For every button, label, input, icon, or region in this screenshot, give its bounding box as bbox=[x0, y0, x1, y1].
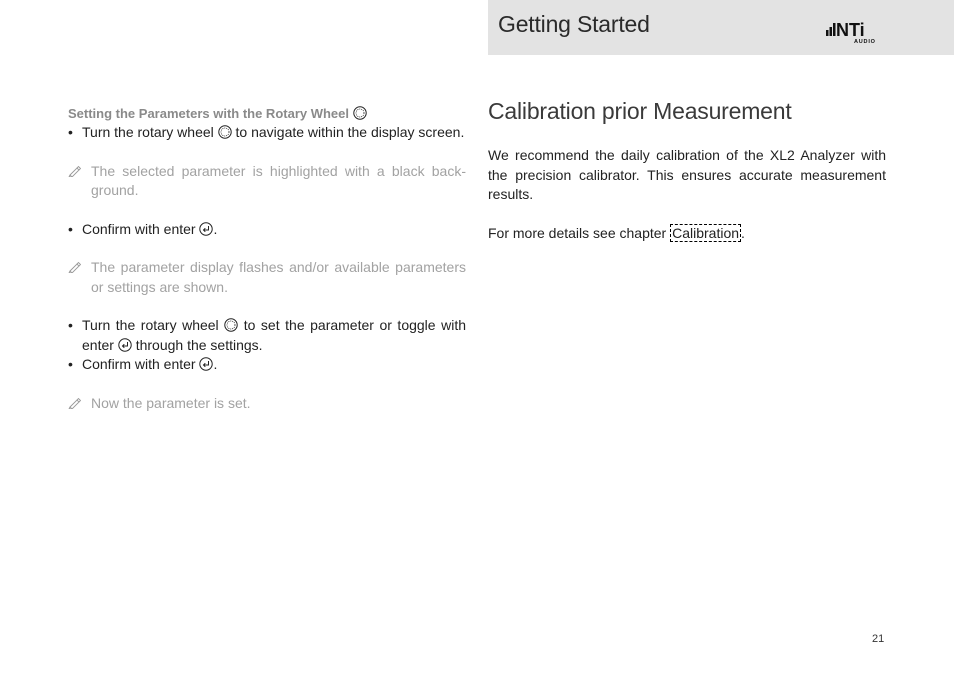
enter-icon bbox=[118, 338, 132, 352]
pencil-note-icon bbox=[68, 164, 81, 177]
list-item: • Confirm with enter . bbox=[68, 355, 466, 375]
enter-icon bbox=[199, 222, 213, 236]
page-number: 21 bbox=[872, 633, 885, 645]
note-item: Now the parameter is set. bbox=[68, 394, 466, 414]
list-item: • Turn the rotary wheel to set the parameter or toggle with enter through the settings. bbox=[68, 316, 466, 355]
section-subheading: Setting the Parameters with the Rotary Wheel bbox=[68, 104, 466, 123]
calibration-paragraph: We recommend the daily calibration of the XL2 Analyzer with the precision calibrator. This ensures accurate measurement results. bbox=[488, 147, 886, 202]
pencil-note-icon bbox=[68, 396, 81, 409]
enter-icon bbox=[199, 357, 213, 371]
details-paragraph: For more details see chapter Calibration . bbox=[488, 224, 745, 241]
right-column bbox=[488, 96, 886, 243]
page-header-title: Getting Started bbox=[498, 11, 650, 37]
rotary-wheel-icon bbox=[218, 125, 232, 139]
rotary-wheel-icon bbox=[353, 106, 367, 120]
nti-audio-logo bbox=[826, 18, 888, 44]
list-item: • Confirm with enter . bbox=[68, 220, 466, 240]
rotary-wheel-icon bbox=[224, 318, 238, 332]
section-title: Calibration prior Measurement bbox=[488, 98, 792, 124]
note-item: The parameter display flashes and/or available parameters or settings are shown. bbox=[68, 258, 466, 297]
note-item: The selected parameter is highlighted with a black back-ground. bbox=[68, 162, 466, 201]
header-bar bbox=[488, 0, 954, 55]
logo-text: NTi bbox=[836, 20, 865, 40]
logo-subtext: AUDIO bbox=[854, 39, 876, 44]
calibration-chapter-link[interactable]: Calibration bbox=[672, 224, 740, 241]
list-item: • Turn the rotary wheel to navigate within the display screen. bbox=[68, 123, 466, 143]
left-column bbox=[68, 104, 466, 413]
pencil-note-icon bbox=[68, 260, 81, 273]
